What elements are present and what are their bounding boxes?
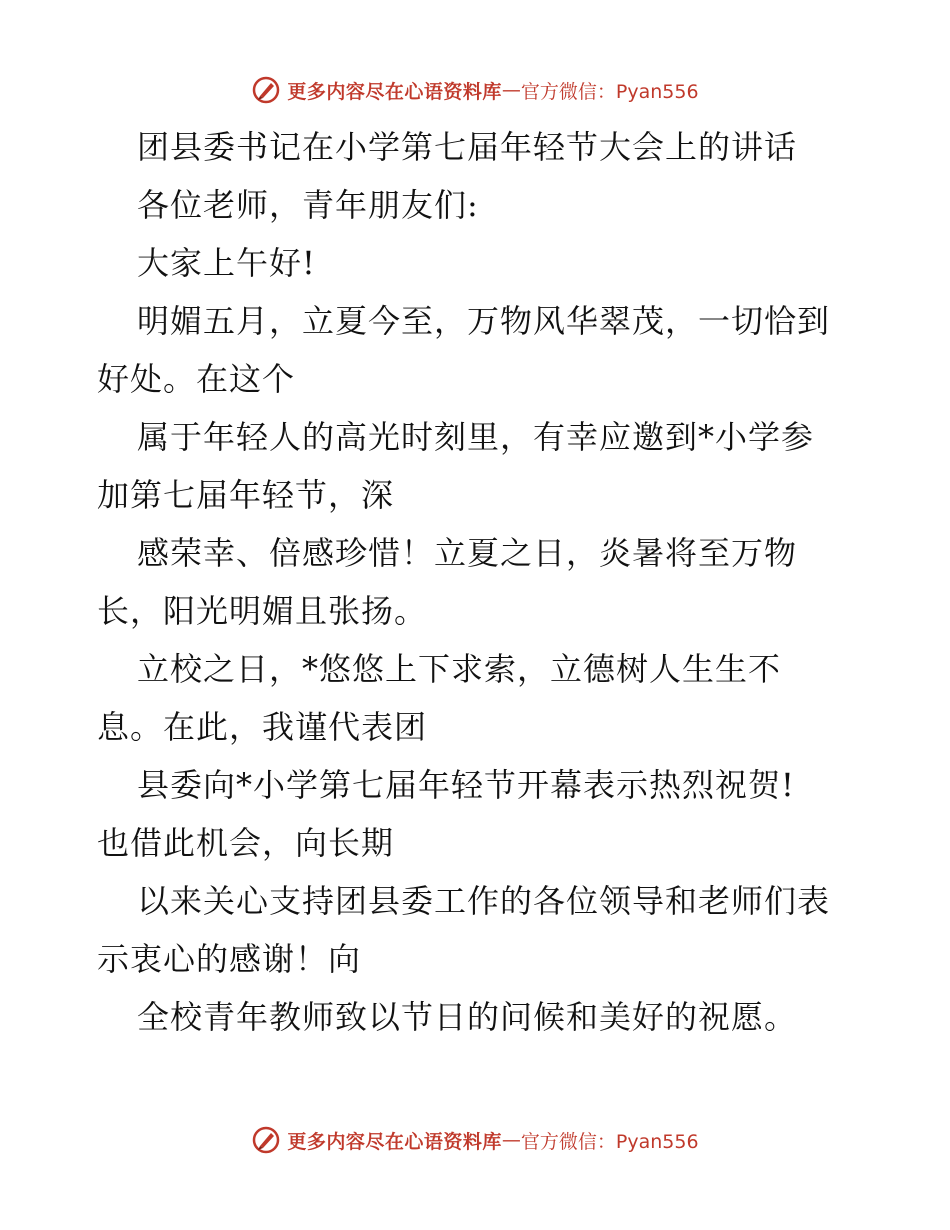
paragraph-line: 明媚五月，立夏今至，万物风华翠茂，一切恰到 [137,302,831,340]
document-title: 团县委书记在小学第七届年轻节大会上的讲话 [137,128,798,166]
paragraph-line: 全校青年教师致以节日的问候和美好的祝愿。 [137,998,798,1036]
header-banner [0,70,950,110]
paragraph-line: 好处。在这个 [97,360,296,398]
banner-dash: — [501,79,521,101]
banner-wechat: 官方微信：Pyan556 [520,1130,699,1153]
banner-wechat: 官方微信：Pyan556 [520,80,699,103]
paragraph-line: 立校之日，*悠悠上下求索，立德树人生生不 [137,650,782,688]
quill-logo-icon [251,1125,281,1155]
paragraph-line: 感荣幸、倍感珍惜！立夏之日，炎暑将至万物 [137,534,798,572]
paragraph-line: 也借此机会，向长期 [97,824,395,862]
footer-banner [0,1120,950,1160]
paragraph-line: 息。在此，我谨代表团 [97,708,428,746]
paragraph-line: 县委向*小学第七届年轻节开幕表示热烈祝贺! [137,766,795,804]
banner-dash: — [501,1129,521,1151]
salutation: 各位老师，青年朋友们: [137,186,479,224]
paragraph-line: 示衷心的感谢！向 [97,940,362,978]
quill-logo-icon [251,75,281,105]
paragraph-line: 属于年轻人的高光时刻里，有幸应邀到*小学参 [137,418,815,456]
greeting: 大家上午好! [137,244,316,282]
paragraph-line: 长，阳光明媚且张扬。 [97,592,428,630]
banner-slogan: 更多内容尽在心语资料库 [287,80,502,103]
paragraph-line: 以来关心支持团县委工作的各位领导和老师们表 [137,882,831,920]
paragraph-line: 加第七届年轻节，深 [97,476,395,514]
banner-slogan: 更多内容尽在心语资料库 [287,1130,502,1153]
document-body [97,118,867,1046]
